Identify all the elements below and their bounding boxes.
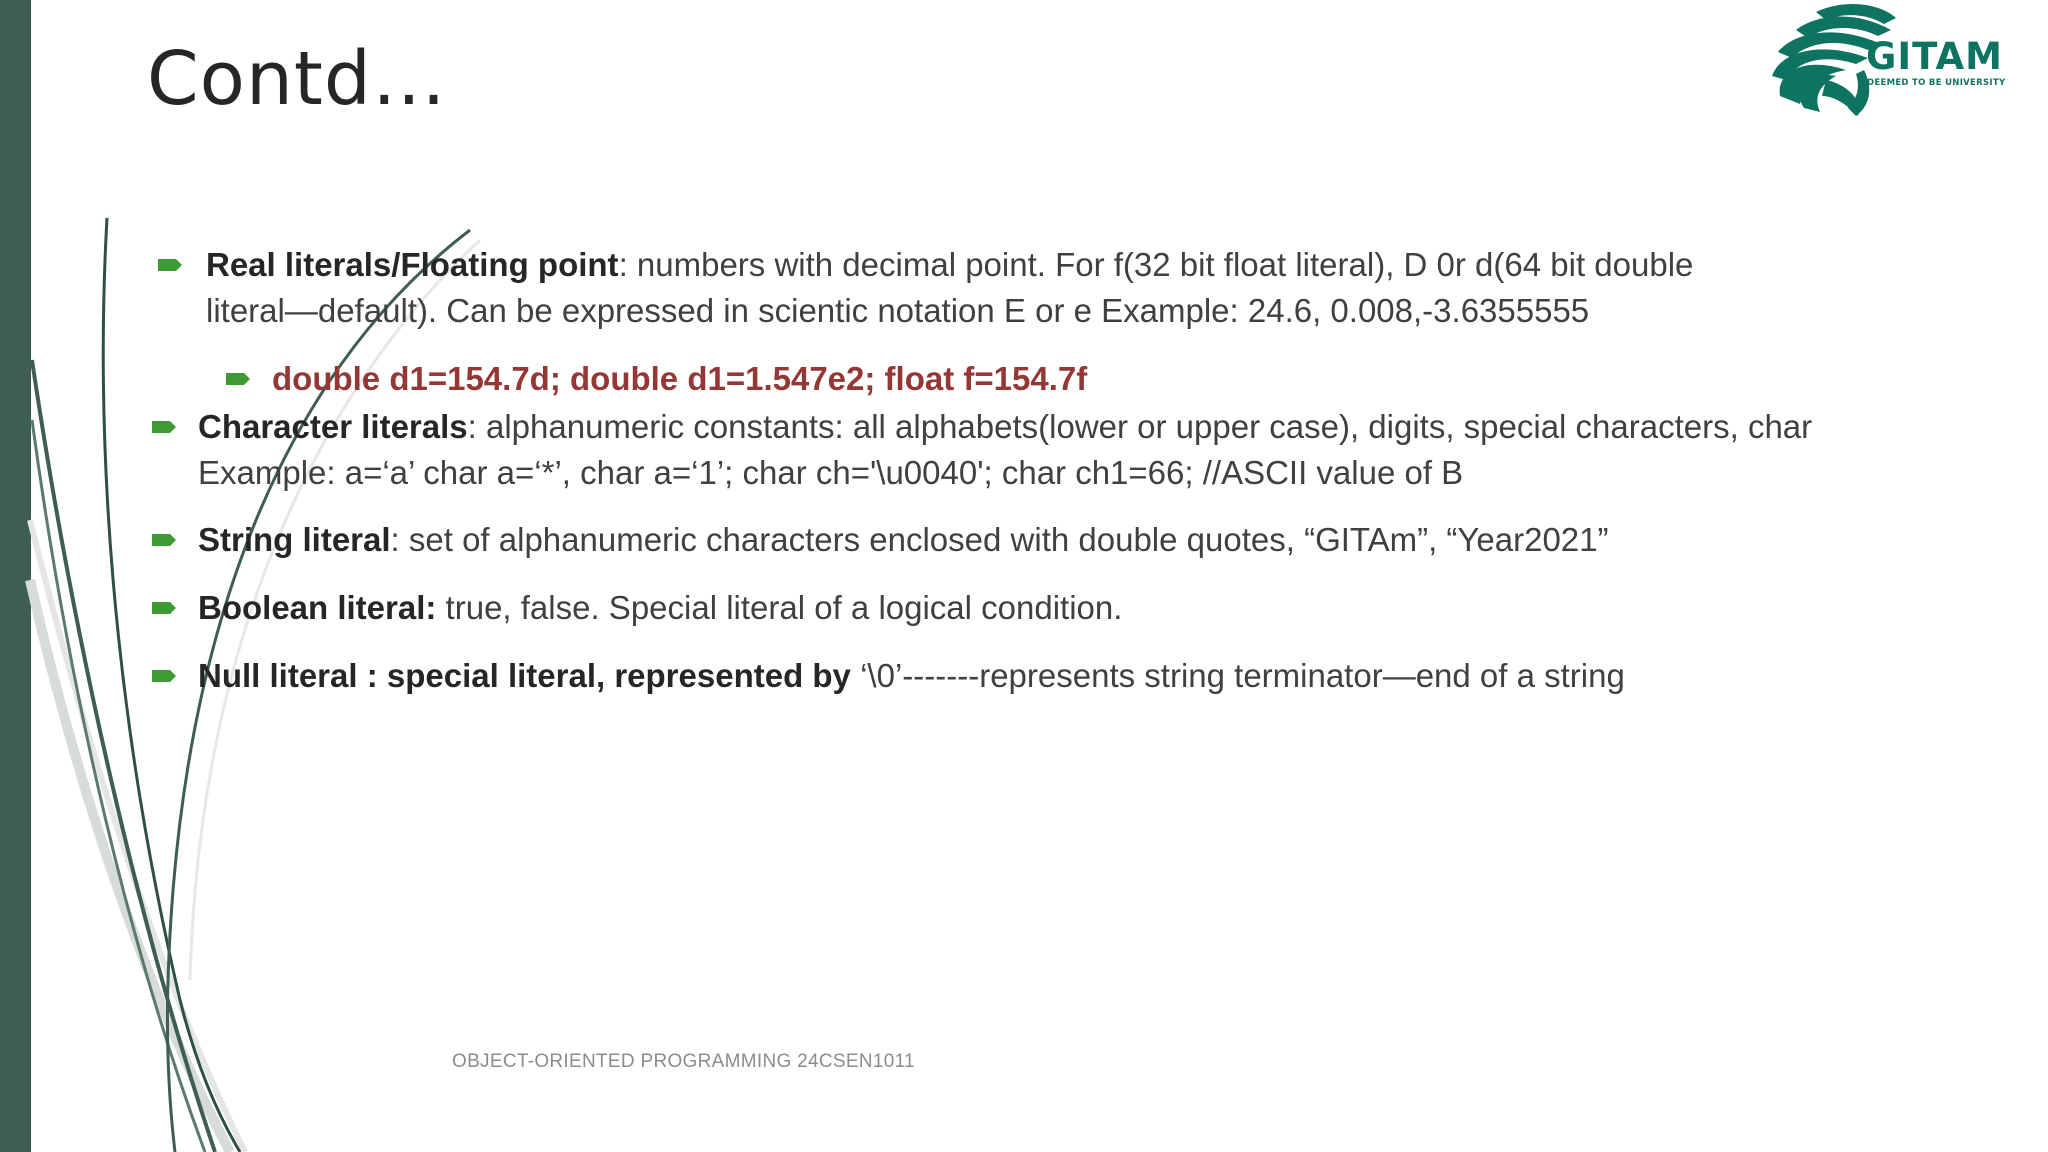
character-literals-text-1: : alphanumeric constants: all alphabets(lower or upper case), digits, special characters, char [467,408,1813,445]
null-literal-text: ‘\0’-------represents string terminator—end of a string [850,657,1625,694]
logo-tagline: DEEMED TO BE UNIVERSITY [1867,78,2006,88]
character-literals-heading: Character literals [198,408,468,445]
bullet-boolean-literal [198,585,1122,631]
bullet-character-literals [198,404,1812,496]
bullet-real-literals [206,242,1693,334]
bullet-real-example [272,356,1087,402]
logo-wordmark: GITAM [1866,35,2003,78]
bullet-arrow-icon [158,256,188,274]
real-literals-text-1: : numbers with decimal point. For f(32 bit float literal), D 0r d(64 bit double [618,246,1694,283]
bullet-arrow-icon [152,667,182,685]
boolean-literal-text: true, false. Special literal of a logical condition. [436,589,1123,626]
character-literals-text-2: Example: a=‘a’ char a=‘*’, char a=‘1’; char ch='\u0040'; char ch1=66; //ASCII value of B [198,454,1464,491]
real-literals-text-2: literal—default). Can be expressed in scientic notation E or e Example: 24.6, 0.008,-3.6355555 [206,292,1590,329]
sub-bullet-arrow-icon [226,370,256,388]
string-literal-text: : set of alphanumeric characters enclosed with double quotes, “GITAm”, “Year2021” [390,521,1609,558]
real-literal-code-example: double d1=154.7d; double d1=1.547e2; float f=154.7f [272,360,1088,397]
bullet-arrow-icon [152,599,182,617]
slide-footer: OBJECT-ORIENTED PROGRAMMING 24CSEN1011 [452,1051,915,1072]
null-literal-heading: Null literal : special literal, represented by [198,657,851,694]
bullet-arrow-icon [152,531,182,549]
real-literals-heading: Real literals/Floating point [206,246,619,283]
slide-title: Contd… [147,36,447,122]
bullet-null-literal [198,653,1625,699]
string-literal-heading: String literal [198,521,391,558]
bullet-string-literal [198,517,1609,563]
boolean-literal-heading: Boolean literal: [198,589,437,626]
bullet-arrow-icon [152,418,182,436]
